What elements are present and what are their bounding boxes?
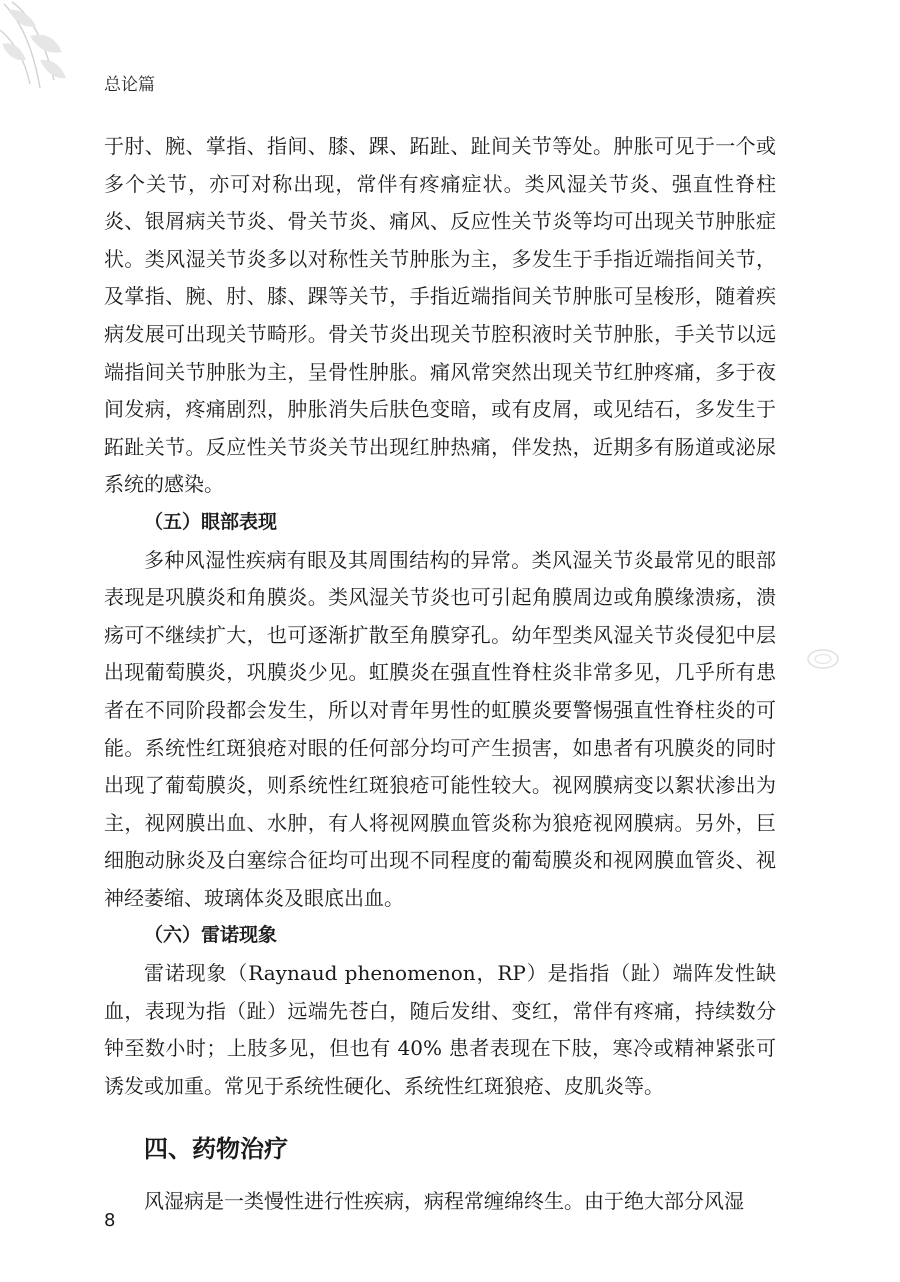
- running-head: 总论篇: [104, 75, 155, 95]
- paragraph-eye-manifestations: 多种风湿性疾病有眼及其周围结构的异常。类风湿关节炎最常见的眼部表现是巩膜炎和角膜炎。类风湿关节炎也可引起角膜周边或角膜缘溃疡，溃疡可不继续扩大，也可逐渐扩散至角膜穿孔。幼年型类风湿关节炎侵犯中层出现葡萄膜炎，巩膜炎少见。虹膜炎在强直性脊柱炎非常多见，几乎所有患者在不同阶段都会发生，所以对青年男性的虹膜炎要警惕强直性脊柱炎的可能。系统性红斑狼疮对眼的任何部分均可产生损害，如患者有巩膜炎的同时出现了葡萄膜炎，则系统性红斑狼疮可能性较大。视网膜病变以絮状渗出为主，视网膜出血、水肿，有人将视网膜血管炎称为狼疮视网膜病。另外，巨细胞动脉炎及白塞综合征均可出现不同程度的葡萄膜炎和视网膜血管炎、视神经萎缩、玻璃体炎及眼底出血。: [104, 547, 776, 910]
- subheading-eye-manifestations: （五）眼部表现: [144, 510, 278, 533]
- leaf-decoration-icon: [0, 0, 78, 92]
- page-number: 8: [104, 1210, 116, 1231]
- paragraph-joint-swelling: 于肘、腕、掌指、指间、膝、踝、跖趾、趾间关节等处。肿胀可见于一个或多个关节，亦可对称出现，常伴有疼痛症状。类风湿关节炎、强直性脊柱炎、银屑病关节炎、骨关节炎、痛风、反应性关节炎等均可出现关节肿胀症状。类风湿关节炎多以对称性关节肿胀为主，多发生于手指近端指间关节，及掌指、腕、肘、膝、踝等关节，手指近端指间关节肿胀可呈梭形，随着疾病发展可出现关节畸形。骨关节炎出现关节腔积液时关节肿胀，手关节以远端指间关节肿胀为主，呈骨性肿胀。痛风常突然出现关节红肿疼痛，多于夜间发病，疼痛剧烈，肿胀消失后肤色变暗，或有皮屑，或见结石，多发生于跖趾关节。反应性关节炎关节出现红肿热痛，伴发热，近期多有肠道或泌尿系统的感染。: [104, 134, 776, 497]
- page-mark-icon: [806, 648, 840, 670]
- subheading-raynaud: （六）雷诺现象: [144, 924, 278, 947]
- section-title-drug-therapy: 四、药物治疗: [144, 1135, 288, 1164]
- paragraph-drug-therapy: 风湿病是一类慢性进行性疾病，病程常缠绵终生。由于绝大部分风湿: [144, 1189, 744, 1214]
- paragraph-raynaud: 雷诺现象（Raynaud phenomenon，RP）是指指（趾）端阵发性缺血，表现为指（趾）远端先苍白，随后发绀、变红，常伴有疼痛，持续数分钟至数小时；上肢多见，但也有 40% 患者表现在下肢，寒冷或精神紧张可诱发或加重。常见于系统性硬化、系统性红斑狼疮、皮肌炎等。: [104, 961, 776, 1098]
- page-content: [104, 128, 776, 1221]
